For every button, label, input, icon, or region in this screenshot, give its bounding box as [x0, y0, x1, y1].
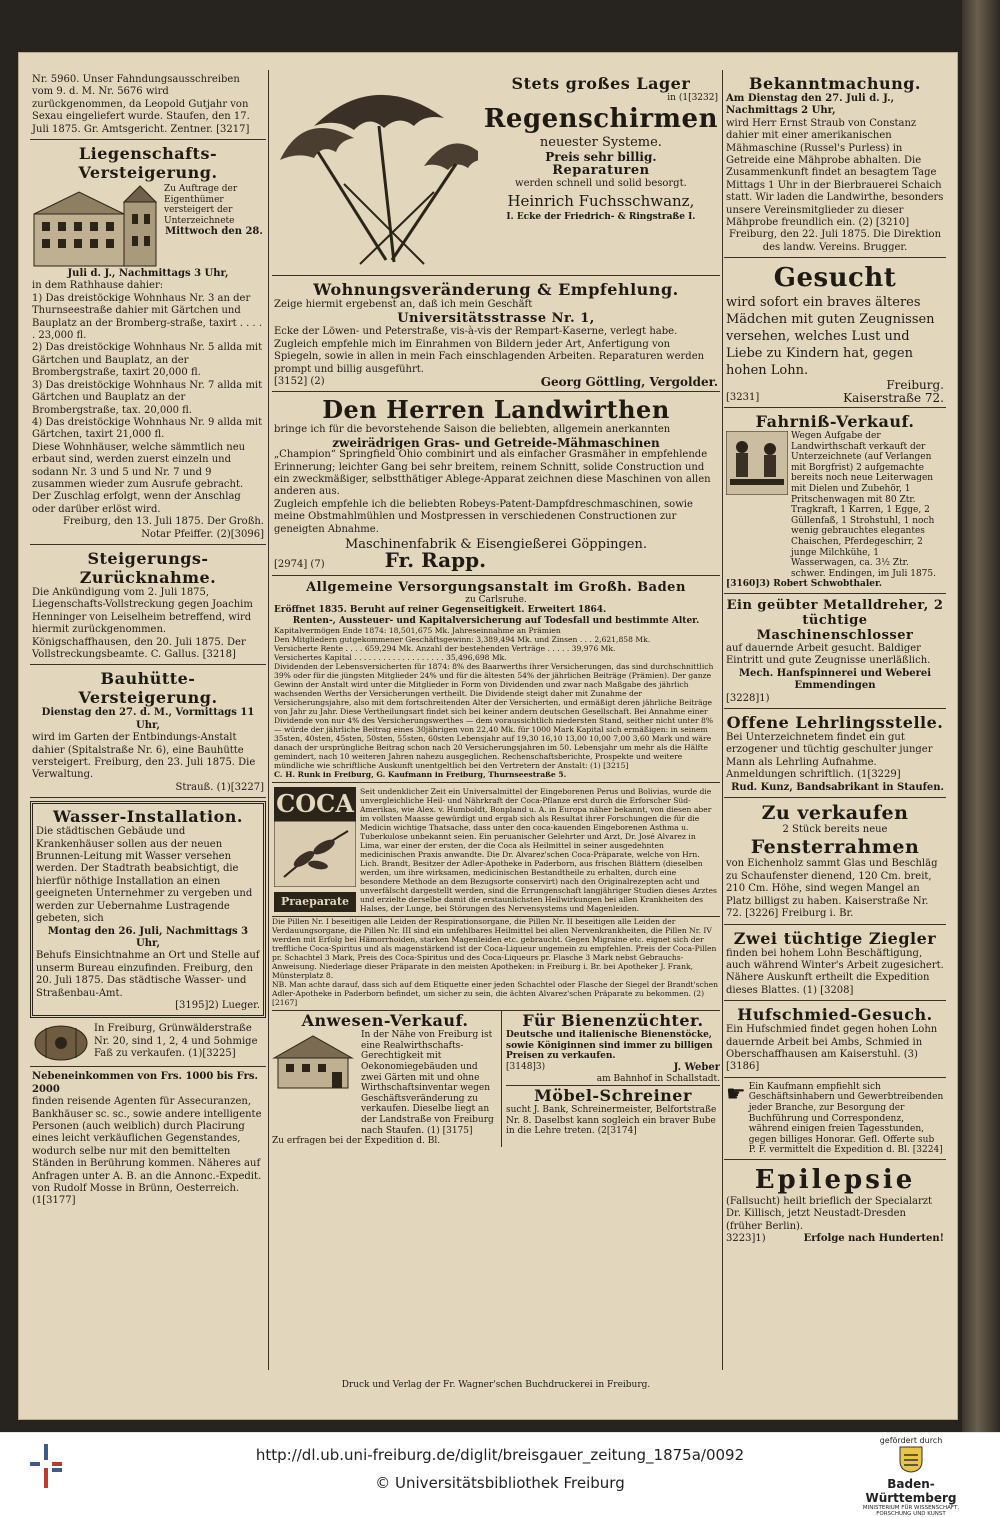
versorgung-line-1: Eröffnet 1835. Beruht auf reiner Gegenseitigkeit. Erweitert 1864.: [274, 605, 607, 616]
landwirthe-title: Den Herren Landwirthen: [322, 395, 670, 425]
epilepsie-body: (Fallsucht) heilt brieflich der Specialarzt Dr. Killisch, jetzt Neustadt-Dresden (früher Berlin).: [726, 1195, 933, 1232]
ad-epilepsie: [724, 1162, 946, 1249]
gesucht-body: wird sofort ein braves älteres Mädchen mit guten Zeugnissen versehen, welches Lust und Liebe zu Kindern hat, gegen hohen Lohn.: [726, 295, 935, 379]
ziegler-title: Zwei tüchtige Ziegler: [733, 928, 937, 948]
ad-metalldreher: [724, 596, 946, 709]
regenschirm-title-1: Stets großes Lager: [511, 74, 691, 93]
landwirthe-body-2: Zugleich empfehle ich die beliebten Robeys-Patent-Dampfdreschmaschinen, sowie meine Obstmahlmühlen und Mostpressen in verschiedenen Constructionen zur geneigten Abnahme.: [274, 498, 693, 535]
fass-text: In Freiburg, Grünwälderstraße Nr. 20, sind 1, 2, 4 und 5ohmige Faß zu verkaufen. (1)[3225]: [94, 1023, 258, 1060]
liegenschaft-item-4: 4) Das dreistöckige Wohnhaus Nr. 9 allda mit Gärtchen, taxirt 21,000 fl.: [32, 416, 263, 441]
regenschirm-name: Heinrich Fuchsschwanz,: [507, 192, 695, 211]
landwirthe-body: „Champion“ Springfield Ohio combinirt und als einfacher Grasmäher in empfehlende Erinnerung; leichter Gang bei sehr breitem, reinem Schnitt, solide Construction und ein zweckmäßiger, selbstthätiger Ablege-Apparat zeichnen diese Maschinen von allen anderen aus.: [274, 449, 711, 498]
moebel-title: Möbel-Schreiner: [506, 1085, 720, 1105]
ad-versorgungsanstalt: [272, 578, 720, 784]
column-rule-2: [722, 70, 723, 1370]
bienen-address: am Bahnhof in Schallstadt.: [596, 1074, 720, 1085]
coca-more: [272, 917, 720, 1007]
regenschirm-title-2: Regenschirmen: [483, 103, 718, 134]
liegenschaft-body: Diese Wohnhäuser, welche sämmtlich neu erbaut sind, werden zuerst einzeln und sodann Nr. 3 und 5 und Nr. 7 und 9 zusammen wieder zum Ausrufe gebracht. Der Zuschlag erfolgt, wenn der Anschlag oder darüber erlöst wird.: [32, 441, 246, 515]
epilepsie-title: Epilepsie: [754, 1164, 916, 1195]
anwesen-title: Anwesen-Verkauf.: [301, 1011, 469, 1031]
gesucht-address: Kaiserstraße 72.: [843, 390, 944, 405]
page-url-link[interactable]: http://dl.ub.uni-freiburg.de/diglit/breisgauer_zeitung_1875a/0092: [255, 1446, 745, 1464]
lehrling-sign: Rud. Kunz, Bandsabrikant in Staufen.: [731, 781, 944, 793]
wohnung-address-2: Ecke der Löwen- und Peterstraße, vis-à-vis der Rempart-Kaserne, verlegt habe.: [274, 326, 678, 338]
lehrling-title: Offene Lehrlingsstelle.: [726, 713, 944, 733]
ad-fass: [30, 1021, 266, 1067]
versorgung-line-2: Renten-, Aussteuer- und Kapitalversicherung auf Todesfall und bestimmte Alter.: [292, 615, 700, 626]
wasser-body: Die städtischen Gebäude und Krankenhäuser sollen aus der neuen Brunnen-Leitung mit Wasser versehen werden. Der Stadtrath beabsichtigt, die hierfür nöthige Installation an einen geeigneten Unternehmer zu vergeben und werden zur Uebernahme Lustragende gebeten, sich: [36, 826, 253, 925]
ad-fahrniss: [724, 410, 946, 594]
landwirthe-bold: zweirädrigen Gras- und Getreide-Mähmaschinen: [332, 435, 660, 450]
liegenschaft-item-1: 1) Das dreistöckige Wohnhaus Nr. 3 an der Thurnseestraße dahier mit Gärtchen und Bauplatz an der Bromberg-straße, taxirt . . . . . 23,000 fl.: [32, 292, 263, 342]
regenschirm-address: I. Ecke der Friedrich- & Ringstraße I.: [506, 212, 696, 223]
ziegler-body: finden bei hohem Lohn Beschäftigung, auch während Winter's Arbeit zugesichert. Nähere Auskunft ertheilt die Expedition dieses Blattes. (1) [3208]: [726, 947, 944, 996]
steigerung-title: Steigerungs-Zurücknahme.: [79, 548, 217, 587]
versorgung-stat-2: Den Mitgliedern gutgekommener Geschäftsgewinn: 3,389,494 Mk. und Zinsen . . . 2,621,858 Mk.: [274, 635, 651, 645]
column-right: [724, 72, 946, 1372]
metalldreher-body: auf dauernde Arbeit gesucht. Baldiger Eintritt und gute Zeugnisse unerläßlich.: [726, 643, 931, 667]
ad-fahndung: [30, 72, 266, 140]
steigerung-body: Die Ankündigung vom 2. Juli 1875, Liegenschafts-Vollstreckung gegen Joachim Henninger von Leiselheim betreffend, wird hiermit zurückgenommen. Königschaffhausen, den 20. Juli 1875. Der Vollstreckungsbeamte. C. Gallus. [3218]: [32, 586, 253, 660]
bienen-title: Für Bienenzüchter.: [522, 1011, 704, 1031]
ad-regenschirme: [272, 72, 720, 276]
versorgung-body: Dividenden der Lebensversicherten für 1874: 8% des Baarwerths ihrer Versicherungen, das sind durchschnittlich 39% oder für die jüngsten Mitglieder 24% und für die ältesten 54% der jährlichen Beiträge (Prämien). Der ganze Gewinn der Anstalt wird unter die Mitglieder in Form von Dividenden und zwar nach Maßgabe des jährlich wachsenden Werths der Versicherungen vertheilt. Die Dividende steigt daher mit Zunahme der Versicherungsjahre, also mit dem fortschreitenden Alter der Versicherten, und ermäßigt deren jährliche Beiträge von Jahr zu Jahr. Diese Vertheilungsart findet sich bei keiner andern deutschen Gesellschaft. Bei Annahme einer Dividende von nur 4% des Versicherungswerthes — dem voraussichtlich niedersten Stand, seither nicht unter 8% — würde der jährliche Beitrag eines 30jährigen von 22,40 Mk. für 1000 Mark Kapital sich ermäßigen: in seinem 35sten, 40sten, 45sten, 50sten, 55sten, 60sten Lebensjahr auf 19,30 16,10 13,00 10,00 7,00 3,60 Mark und wäre danach der ursprüngliche Beitrag schon nach 20 Versicherungsjahren im 50. Lebensjahr um mehr als die Hälfte gemindert, nach 10 weiteren Jahren nahezu ausgeglichen. Rechenschaftsberichte, Prospekte und weitere mündliche wie schriftliche Auskunft unentgeltlich bei den Vertretern der Anstalt: (1) [3215]: [274, 662, 714, 771]
fahrniss-sign: [3160]3) Robert Schwobthaler.: [726, 579, 883, 590]
metalldreher-sign: Mech. Hanfspinnerei und Weberei Emmendingen: [738, 667, 932, 692]
wohnung-ref: [3152] (2): [274, 376, 325, 388]
wasser-body-2: Behufs Einsichtnahme an Ort und Stelle auf unserm Bureau einzufinden. Freiburg, den 20. Juli 1875. Das städtische Wasser- und Straßenbau-Amt.: [36, 950, 260, 999]
landwirthe-ref: [2974] (7): [274, 559, 325, 571]
ad-ziegler: [724, 927, 946, 1002]
ad-wasser-installation: [30, 801, 266, 1018]
liegenschaft-item-3: 3) Das dreistöckige Wohnhaus Nr. 7 allda mit Gärtchen und Bauplatz an der Brombergstraße, tax. 20,000 fl.: [32, 379, 263, 416]
liegenschaft-item-2: 2) Das dreistöckige Wohnhaus Nr. 5 allda mit Gärtchen und Bauplatz, an der Brombergstraße, taxirt 20,000 fl.: [32, 342, 263, 379]
nebeneinkommen-body: finden reisende Agenten für Assecuranzen, Bankhäuser sc. sc., sowie andere intelligente Personen (auch weiblich) durch Placirung eines leicht verkäuflichen Gegenstandes, wodurch selbe nur mit den bemittelten Ständen in Berührung kommen. Näheres auf Anfragen unter A. B. an die Annonc.-Expedit. von Rudolf Mosse in Brünn, Oesterreich. (1[3177]: [32, 1096, 262, 1207]
landwirthe-name: Fr. Rapp.: [384, 548, 487, 573]
hufschmied-title: Hufschmied-Gesuch.: [737, 1005, 933, 1025]
column-rule-1: [268, 70, 269, 1370]
ad-landwirthe: [272, 394, 720, 575]
ad-steigerung: [30, 547, 266, 665]
ad-bekanntmachung: [724, 72, 946, 258]
wasser-date: Montag den 26. Juli, Nachmittags 3 Uhr,: [47, 925, 249, 949]
wohnung-sign: Georg Göttling, Vergolder.: [540, 375, 718, 390]
ad-fensterrahmen: [724, 800, 946, 924]
ad-gesucht: [724, 260, 946, 408]
hufschmied-body: Ein Hufschmied findet gegen hohen Lohn dauernde Arbeit bei Ambs, Schmied in Oberschaffhausen am Kaiserstuhl. (3)[3186]: [726, 1024, 938, 1073]
book-binding-edge: [962, 0, 1000, 1432]
ad-wohnung: [272, 278, 720, 392]
ad-liegenschaft: [30, 142, 266, 545]
umbrellas-illustration-icon: [274, 74, 478, 270]
column-left: [30, 72, 266, 1372]
landwirthe-firm: Maschinenfabrik & Eisengießerei Göppingen.: [345, 537, 647, 553]
anwesen-sign: Zu erfragen bei der Expedition d. Bl.: [272, 1136, 441, 1147]
bauhuette-title: Bauhütte-Versteigerung.: [78, 669, 218, 708]
bienen-body: Deutsche und italienische Bienenstöcke, sowie Königinnen sind immer zu billigen Preisen zu verkaufen.: [506, 1030, 713, 1062]
liegenschaft-sign: Freiburg, den 13. Juli 1875. Der Großh. Notar Pfeiffer. (2)[3096]: [62, 516, 264, 540]
building-illustration-icon: [32, 184, 160, 268]
fahrniss-body: Wegen Aufgabe der Landwirthschaft verkauft der Unterzeichnete (auf Verlangen mit Borgfrist) 2 aufgemachte bereits noch neue Leiterwagen mit Dielen und Zubehör, 1 Pritschenwagen mit 80 Ztr. Tragkraft, 1 Karren, 1 Egge, 2 Güllenfaß, 1 Strohstuhl, 1 noch wenig gebrauchtes elegantes Chaischen, Pferdegeschirr, 2 junge Milchkühe, 1 Wasserwagen, ca. 3½ Ztr. schwer. Endingen, im Juli 1875.: [791, 431, 936, 579]
liegenschaft-title: Liegenschafts-Versteigerung.: [78, 144, 218, 183]
versorgung-stat-4: Versichertes Kapital . . . . . . . . . . . . . . . . . . . 35,496,698 Mk.: [274, 653, 507, 663]
landwirthe-intro: bringe ich für die bevorstehende Saison die beliebten, allgemein anerkannten: [274, 424, 671, 436]
gesucht-city: Freiburg.: [886, 378, 944, 393]
funder-name: Baden-Württemberg: [865, 1477, 957, 1505]
ad-nebeneinkommen: [30, 1069, 266, 1210]
metalldreher-title: Ein geübter Metalldreher, 2 tüchtige Maschinenschlosser: [726, 598, 944, 643]
coca-subtitle: Praeparate: [274, 892, 356, 912]
coca-nb: NB. Man achte darauf, dass sich auf dem Etiquette einer jeden Schachtel oder Flasche der Siegel der Brandt'schen Adler-Apotheke in Paderborn befindet, um sicher zu sein, die ächten Alvarez'schen Präparate zu bekommen. (2) [2167]: [272, 980, 719, 1008]
bauhuette-date: Dienstag den 27. d. M., Vormittags 11 Uhr,: [41, 707, 255, 731]
pointing-hand-icon: ☛: [726, 1081, 746, 1107]
coca-leaf-icon: [274, 821, 356, 887]
ad-hufschmied: [724, 1003, 946, 1078]
wasser-title: Wasser-Installation.: [53, 807, 243, 827]
barrel-icon: [32, 1023, 90, 1063]
auction-scene-icon: [726, 431, 788, 495]
liegenschaft-intro: Zu Auftrage der Eigenthümer versteigert der Unterzeichnete: [164, 184, 238, 226]
ad-bienen-moebel: [502, 1011, 720, 1147]
regenschirm-price: Preis sehr billig.: [545, 149, 657, 164]
versorgung-stat-3: Versicherte Rente . . . . 659,294 Mk. Anzahl der bestehenden Verträge . . . . . 39,976 Mk.: [274, 644, 616, 654]
coca-body: Seit undenklicher Zeit ein Universalmittel der Eingeborenen Perus und Bolivias, wurde die unvergleichliche Heil- und Nährkraft der Coca-Pflanze erst durch die Erforscher Süd-Amerikas, wie Alex. v. Humboldt, Bonpland u. A. in Europa näher bekannt, von diesen aber im vollsten Maasse gewürdigt und ergab sich als Resultat ihrer Forschungen die für die Medicin wichtige Thatsache, dass unter den coca-kauenden Eingeborenen Asthma u. Tuberkulose unbekannt seien. Ein peruanischer Gelehrter und Arzt, Dr. José Alvarez in Lima, war einer der ersten, der die Coca als Heilmittel in seiner ausgedehnten medicinischen Praxis anwandte. Die Dr. Alvarez'schen Coca-Präparate, welche von Hrn. Lich. Brandt, Besitzer der Adler-Apotheke in Paderborn, aus frischen Blättern (dieselben werden, um ihre wirksamen, medicinischen Bestandtheile zu erhalten, durch eine besondere Methode an dem Bezugsorte conservirt) nach den Originalrezepten acht und unverfälscht dargestellt werden, sind die Errungenschaft langjähriger Studien dieses Arztes und erzielte derselbe damit die erstaunlichsten Heilwirkungen bei allen Krankheiten des Halses, der Lunge, bei Störungen des Nervensystems und Magenleiden.: [360, 787, 717, 914]
wohnung-intro: Zeige hiermit ergebenst an, daß ich mein Geschäft: [274, 299, 533, 310]
liegenschaft-time: Juli d. J., Nachmittags 3 Uhr,: [67, 268, 229, 280]
bauhuette-body: wird im Garten der Entbindungs-Anstalt dahier (Spitalstraße Nr. 6), eine Bauhütte versteigert. Freiburg, den 23. Juli 1875. Die Verwaltung.: [32, 732, 256, 781]
fensterrahmen-title: Fensterrahmen: [750, 836, 920, 859]
regenschirm-repair-text: werden schnell und solid besorgt.: [515, 178, 687, 189]
versorgung-title: Allgemeine Versorgungsanstalt im Großh. Baden: [306, 579, 686, 595]
ad-kaufmann: [724, 1080, 946, 1160]
fahndung-text: Nr. 5960. Unser Fahndungsausschreiben vom 9. d. M. Nr. 5676 wird zurückgenommen, da Leopold Gutjahr von Sexau eingeliefert wurde. Staufen, den 17. Juli 1875. Gr. Amtsgericht. Zentner. [3217]: [32, 74, 250, 135]
liegenschaft-date: Mittwoch den 28.: [165, 226, 263, 238]
zu-verkaufen-title: Zu verkaufen: [761, 802, 909, 825]
ad-coca: [272, 785, 720, 917]
epilepsie-ref: 3223]1): [726, 1233, 766, 1245]
copyright-notice: © Universitätsbibliothek Freiburg: [375, 1474, 625, 1492]
state-coat-of-arms-icon: [896, 1445, 926, 1473]
imprint-line: Druck und Verlag der Fr. Wagner'schen Buchdruckerei in Freiburg.: [341, 1380, 651, 1390]
anwesen-body: In der Nähe von Freiburg ist eine Realwirthschafts-Gerechtigkeit mit Oekonomiegebäuden und zwei Gärten mit und ohne Wirthschaftsinventar wegen Geschäftsveränderung zu verkaufen. Dieselbe liegt an der Landstraße von Freiburg nach Staufen. (1) [3175]: [361, 1030, 494, 1136]
nebeneinkommen-title: Nebeneinkommen von Frs. 1000 bis Frs. 2000: [32, 1071, 258, 1095]
regenschirm-subtitle: neuester Systeme.: [539, 134, 662, 150]
versorgung-stat-1: Kapitalvermögen Ende 1874: 18,501,675 Mk. Jahreseinnahme an Prämien: [274, 626, 561, 636]
coca-word: COCA: [274, 787, 356, 821]
wohnung-title: Wohnungsveränderung & Empfehlung.: [313, 280, 679, 299]
funded-by-label: gefördert durch: [879, 1436, 943, 1445]
kaufmann-body: Ein Kaufmann empfiehlt sich Geschäftsinhabern und Gewerbtreibenden jeder Branche, zur Besorgung der Buchführung und Correspondenz, während einigen freien Tagesstunden, gegen billiges Honorar. Gefl. Offerte sub P. F. vermittelt die Expedition d. Bl. [3224]: [748, 1081, 944, 1156]
versorgung-city: zu Carlsruhe.: [465, 594, 527, 605]
ministry-name: MINISTERIUM FÜR WISSENSCHAFT, FORSCHUNG UND KUNST: [862, 1505, 960, 1517]
farmhouse-illustration-icon: [272, 1030, 358, 1090]
bekanntmachung-sign: Freiburg, den 22. Juli 1875. Die Direktion des landw. Vereins. Brugger.: [728, 229, 942, 253]
regenschirm-repair: Reparaturen: [552, 163, 650, 178]
lehrling-body: Bei Unterzeichnetem findet ein gut erzogener und tüchtig geschulter junger Mann als Lehrling Aufnahme. Anmeldungen schriftlich. (1[3229]: [726, 732, 933, 781]
ad-anwesen: [272, 1011, 502, 1147]
liegenschaft-place: in dem Rathhause dahier:: [32, 280, 164, 292]
bienen-ref: [3148]3): [506, 1062, 546, 1073]
ad-bauhuette: [30, 667, 266, 798]
metalldreher-ref: [3228]1): [726, 692, 770, 704]
ad-lehrling: [724, 711, 946, 798]
bekanntmachung-body: wird Herr Ernst Straub von Constanz dahier mit einer amerikanischen Mähmaschine (Russel's Purless) in Getreide eine Mähprobe abhalten. Die Zusammenkunft findet an besagtem Tage Mittags 1 Uhr in der Bierbrauerei Schaich statt. Wir laden die Landwirthe, besonders unsere Vereinsmitglieder zu dieser Mähprobe freundlich ein. (2) [3210]: [726, 117, 944, 229]
gesucht-ref: [3231]: [726, 391, 760, 403]
regenschirm-in: in (1[3232]: [667, 93, 718, 103]
column-middle: [272, 72, 720, 1372]
wasser-sign: [3195]2) Lueger.: [175, 999, 260, 1011]
funder-block: [846, 1436, 976, 1517]
versorgung-sign: C. H. Runk in Freiburg, G. Kaufmann in Freiburg, Thurnseestraße 5.: [274, 770, 567, 780]
bekanntmachung-date: Am Dienstag den 27. Juli d. J., Nachmittags 2 Uhr,: [726, 93, 895, 117]
bienen-name: J. Weber: [673, 1062, 720, 1074]
bekanntmachung-title: Bekanntmachung.: [748, 74, 921, 93]
bauhuette-sign: Strauß. (1)[3227]: [175, 781, 264, 793]
coca-pills: Die Pillen Nr. I beseitigen alle Leiden der Respirationsorgane, die Pillen Nr. II beseitigen alle Leiden der Verdauungsorgane, die Pillen Nr. III sind ein unfehlbares Heilmittel bei allen Nervenkrankheiten, die Pillen Nr. IV werden mit Erfolg bei Hämorrhoiden, starken Magenleiden etc. gebraucht. Gegen Migraine etc. eignet sich der treffliche Coca-Spiritus und als magenstärkend ist der Coca-Liqueur ungemein zu empfehlen. Preis der Coca-Pillen pr. Schachtel 3 Mark, Preis des Coca-Spiritus und des Coca-Liqueurs pr. Flasche 3 Mark nebst Gebrauchs-Anweisung. Niederlage dieser Präparate in den meisten Apotheken: in Freiburg i. Br. bei Apotheker J. Frank, Münsterplatz 8.: [272, 917, 717, 981]
wohnung-body: Zugleich empfehle mich im Einrahmen von Bildern jeder Art, Anfertigung von Spiegeln, sowie in allen in mein Fach einschlagenden Arbeiten. Reparaturen werden prompt und billig ausgeführt.: [274, 338, 705, 375]
moebel-body: sucht J. Bank, Schreinermeister, Belfortstraße Nr. 8. Daselbst kann sogleich ein braver Bube in die Lehre treten. (2[3174]: [506, 1105, 717, 1137]
epilepsie-tail: Erfolge nach Hunderten!: [803, 1233, 944, 1245]
fahrniss-title: Fahrniß-Verkauf.: [755, 412, 915, 432]
zu-verkaufen-sub: 2 Stück bereits neue: [782, 824, 888, 836]
gesucht-title: Gesucht: [773, 263, 897, 294]
fensterrahmen-body: von Eichenholz sammt Glas und Beschläg zu Schaufenster dienend, 120 Cm. breit, 210 Cm. Höhe, sind wegen Mangel an Platz billigst zu haben. Kaiserstraße Nr. 72. [3226] Freiburg i. Br.: [726, 858, 938, 920]
wohnung-address: Universitätsstrasse Nr. 1,: [397, 311, 595, 327]
